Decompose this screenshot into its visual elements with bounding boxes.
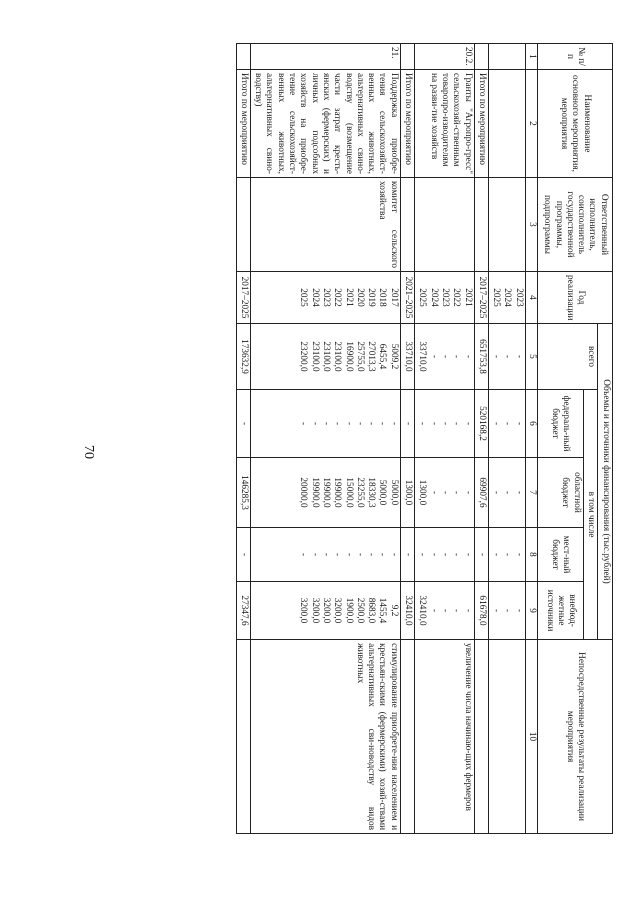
- column-number: 5: [525, 324, 537, 390]
- row-no: 21.: [250, 44, 400, 70]
- row-result: [236, 640, 250, 834]
- row-extra: 32410,0: [400, 582, 414, 640]
- row-name: Гранты "Агропро-гресс" сельскохозяй-ственным товаропро-изводителям на разви-тие хозяйств: [415, 70, 474, 178]
- header-total: всего: [537, 324, 597, 390]
- column-number: 9: [525, 582, 537, 640]
- row-no: [400, 44, 414, 70]
- column-number: 7: [525, 458, 537, 528]
- row-local: - - - - -: [415, 528, 474, 582]
- row-total: - - -: [488, 324, 525, 390]
- row-responsible: [488, 178, 525, 272]
- row-no: 20.2.: [415, 44, 474, 70]
- row-extra: 61678,0: [474, 582, 488, 640]
- row-extra: 9,2 1455,4 8683,0 2500,0 1900,0 3200,0 3200,0 3200,0 3200,0: [250, 582, 400, 640]
- row-regional: - - - - 1300,0: [415, 458, 474, 528]
- row-no: [474, 44, 488, 70]
- column-numbers-row: [525, 44, 537, 834]
- header-extra: внебюд-жетные источники: [537, 582, 583, 640]
- header-no: № п/п: [537, 44, 612, 70]
- row-total: 651753,8: [474, 324, 488, 390]
- row-federal: -: [400, 390, 414, 458]
- page-number: 70: [81, 445, 96, 459]
- column-number: 8: [525, 528, 537, 582]
- row-responsible: комитет сельского хозяйства: [250, 178, 400, 272]
- column-number: 10: [525, 640, 537, 834]
- row-name: Итого по мероприятию: [474, 70, 488, 178]
- row-federal: -: [236, 390, 250, 458]
- financing-table: [236, 43, 613, 834]
- table-row: [250, 44, 400, 834]
- row-years: 2017–2025: [474, 272, 488, 324]
- row-years: 2021–2025: [400, 272, 414, 324]
- row-regional: 5000,0 5000,0 18330,3 23255,0 15000,0 19900,0 19900,0 19900,0 20000,0: [250, 458, 400, 528]
- header-name: Наименование основного мероприятия, мероприятия: [537, 70, 612, 178]
- column-number: 6: [525, 390, 537, 458]
- row-local: -: [236, 528, 250, 582]
- row-result: [488, 640, 525, 834]
- table-row-total: [474, 44, 488, 834]
- row-local: -: [474, 528, 488, 582]
- row-total: - - - - 33710,0: [415, 324, 474, 390]
- column-number: 3: [525, 178, 537, 272]
- row-extra: - - -: [488, 582, 525, 640]
- row-responsible: [400, 178, 414, 272]
- header-financing: Объемы и источники финансирования (тыс.рублей): [598, 324, 613, 640]
- row-federal: 520168,2: [474, 390, 488, 458]
- row-years: 2023 2024 2025: [488, 272, 525, 324]
- row-result: [400, 640, 414, 834]
- row-local: - - -: [488, 528, 525, 582]
- table-row-total: [236, 44, 250, 834]
- row-name: Итого по мероприятию: [236, 70, 250, 178]
- row-total: 5009,2 6455,4 27013,3 25755,0 16900,0 23100,0 23100,0 23100,0 23200,0: [250, 324, 400, 390]
- row-responsible: [415, 178, 474, 272]
- row-total: 173632,9: [236, 324, 250, 390]
- header-year: Год реализации: [537, 272, 612, 324]
- header-responsible: Ответственный исполнитель, соисполнитель государственной программы, подпрограммы: [537, 178, 612, 272]
- row-no: [488, 44, 525, 70]
- row-name: [488, 70, 525, 178]
- header-including: в том числе: [583, 390, 597, 640]
- row-years: 2021 2022 2023 2024 2025: [415, 272, 474, 324]
- row-total: 33710,0: [400, 324, 414, 390]
- row-regional: 1300,0: [400, 458, 414, 528]
- row-no: [236, 44, 250, 70]
- header-regional: областной бюджет: [537, 458, 583, 528]
- row-federal: - - -: [488, 390, 525, 458]
- column-number: 2: [525, 70, 537, 178]
- column-number: 4: [525, 272, 537, 324]
- row-years: 2017 2018 2019 2020 2021 2022 2023 2024 2025: [250, 272, 400, 324]
- row-name: Итого по мероприятию: [400, 70, 414, 178]
- row-local: - - - - - - - - -: [250, 528, 400, 582]
- header-results: Непосредственные результаты реализации мероприятия: [537, 640, 612, 834]
- table-row: [488, 44, 525, 834]
- row-responsible: [474, 178, 488, 272]
- header-local: мест-ный бюджет: [537, 528, 583, 582]
- row-responsible: [236, 178, 250, 272]
- row-federal: - - - - -: [415, 390, 474, 458]
- row-result: [474, 640, 488, 834]
- row-local: -: [400, 528, 414, 582]
- row-result: увеличение числа начинаю-щих фермеров: [415, 640, 474, 834]
- table-row: [415, 44, 474, 834]
- row-years: 2017–2025: [236, 272, 250, 324]
- row-extra: - - - - 32410,0: [415, 582, 474, 640]
- header-federal: федераль-ный бюджет: [537, 390, 583, 458]
- row-federal: - - - - - - - - -: [250, 390, 400, 458]
- row-regional: 69907,6: [474, 458, 488, 528]
- row-name: Поддержка приобре-тения сельскохозяйст-венных животных, альтернативных свино-водству (возмещение части затрат кресть-янских (фермерских) и личных подсобных хозяйств на приобре-тение сельскохозяйст-венных животных, альтернативных свино-водству): [250, 70, 400, 178]
- rotated-page-content: [23, 43, 613, 833]
- row-regional: - - -: [488, 458, 525, 528]
- table-row-total: [400, 44, 414, 834]
- row-regional: 146285,3: [236, 458, 250, 528]
- column-number: 1: [525, 44, 537, 70]
- row-extra: 27347,6: [236, 582, 250, 640]
- row-result: стимулирование приобрете-ния населением и крестьян-скими (фермерскими) хозяй-ствами альтернативных сви-новодству видов животных: [250, 640, 400, 834]
